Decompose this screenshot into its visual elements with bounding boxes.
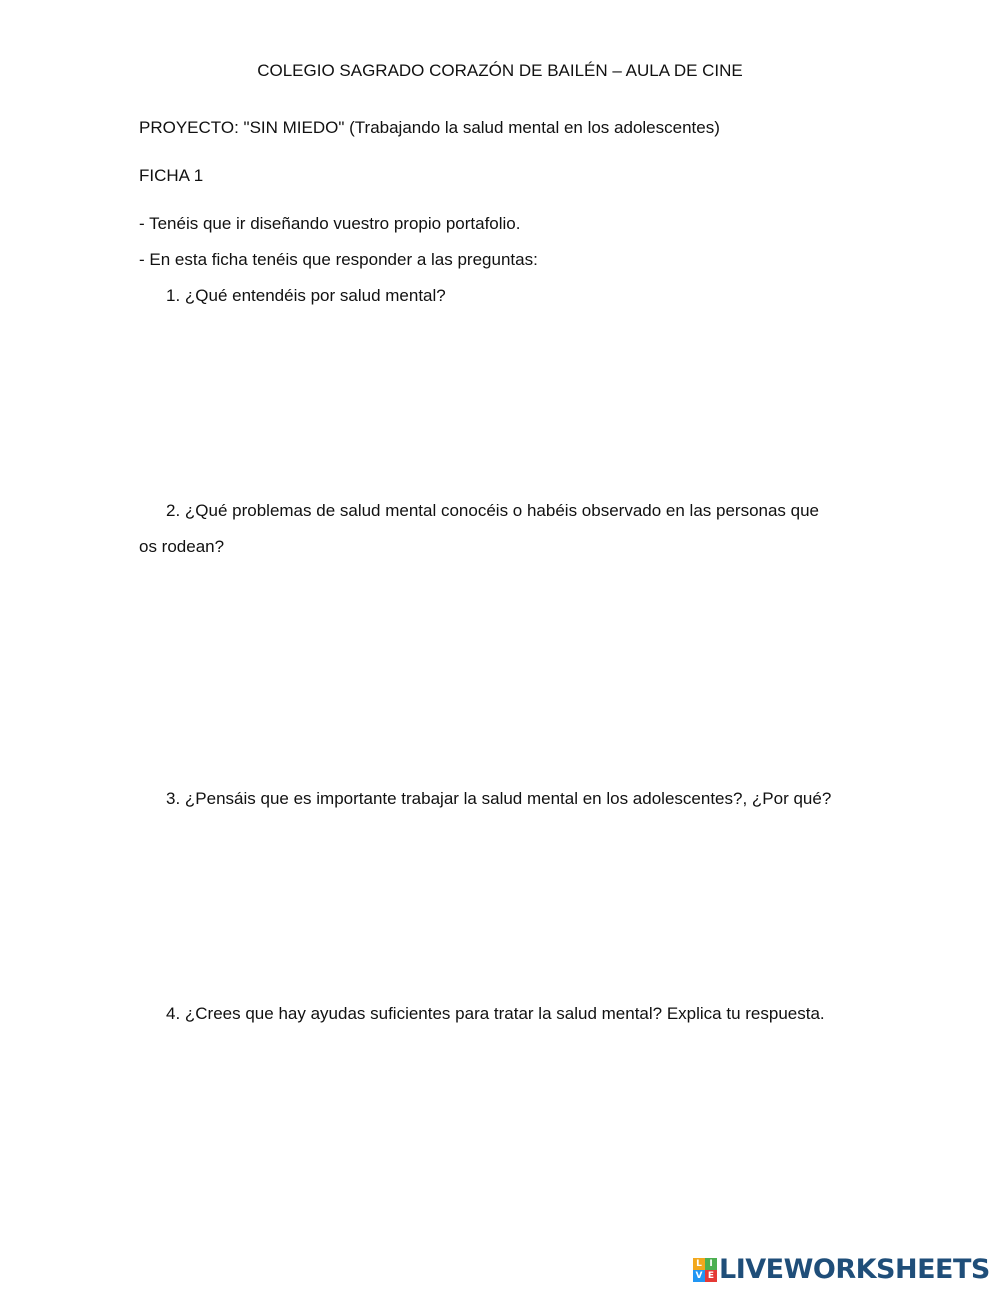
- liveworksheets-logo: [693, 1256, 993, 1284]
- instruction-portfolio: - Tenéis que ir diseñando vuestro propio portafolio.: [139, 214, 521, 233]
- question-4: 4. ¿Crees que hay ayudas suficientes para tratar la salud mental? Explica tu respuesta.: [166, 1004, 825, 1023]
- question-2: 2. ¿Qué problemas de salud mental conocéis o habéis observado en las personas que: [166, 501, 820, 520]
- school-title: COLEGIO SAGRADO CORAZÓN DE BAILÉN – AULA DE CINE: [257, 61, 743, 80]
- question-2-continuation: os rodean?: [139, 537, 225, 556]
- sheet-label: FICHA 1: [139, 166, 204, 185]
- badge-letter-i: I: [705, 1258, 717, 1270]
- badge-letter-l: L: [693, 1258, 705, 1270]
- question-3: 3. ¿Pensáis que es importante trabajar la salud mental en los adolescentes?, ¿Por qué?: [166, 789, 832, 808]
- instruction-answer: - En esta ficha tenéis que responder a las preguntas:: [139, 250, 538, 269]
- project-title: PROYECTO: "SIN MIEDO" (Trabajando la salud mental en los adolescentes): [139, 118, 720, 137]
- badge-letter-v: V: [693, 1270, 705, 1282]
- logo-badge-icon: [693, 1258, 717, 1282]
- logo-wordmark: LIVEWORKSHEETS: [719, 1254, 990, 1285]
- badge-letter-e: E: [705, 1270, 717, 1282]
- question-1: 1. ¿Qué entendéis por salud mental?: [166, 286, 446, 305]
